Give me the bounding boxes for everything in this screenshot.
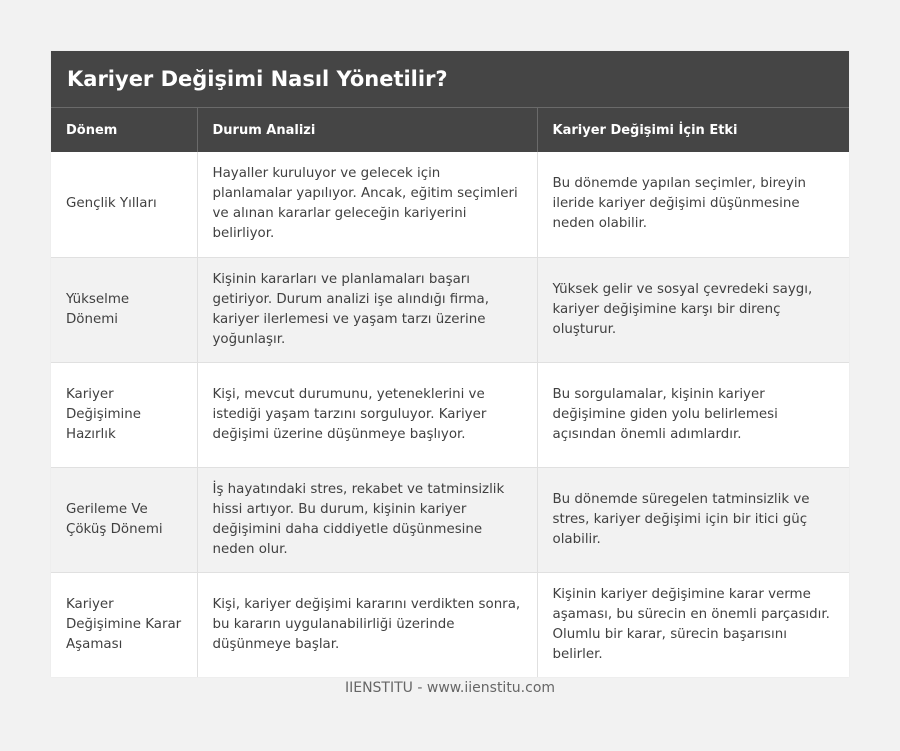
table-card bbox=[51, 51, 849, 677]
table-row bbox=[51, 257, 849, 362]
cell-analysis: Hayaller kuruluyor ve gelecek için planlamalar yapılıyor. Ancak, eğitim seçimleri ve alınan kararlar geleceğin kariyerini belirliyor. bbox=[197, 152, 537, 257]
table-title: Kariyer Değişimi Nasıl Yönetilir? bbox=[51, 51, 849, 108]
cell-analysis: Kişi, kariyer değişimi kararını verdikten sonra, bu kararın uygulanabilirliği üzerinde düşünmeye başlar. bbox=[197, 572, 537, 677]
table-row bbox=[51, 362, 849, 467]
cell-effect: Bu dönemde süregelen tatminsizlik ve stres, kariyer değişimi için bir itici güç olabilir. bbox=[537, 467, 849, 572]
cell-period: Yükselme Dönemi bbox=[51, 257, 197, 362]
header-period: Dönem bbox=[51, 108, 197, 152]
cell-period: Gençlik Yılları bbox=[51, 152, 197, 257]
cell-analysis: Kişi, mevcut durumunu, yeteneklerini ve istediği yaşam tarzını sorguluyor. Kariyer değişimi üzerine düşünmeye başlıyor. bbox=[197, 362, 537, 467]
cell-effect: Bu sorgulamalar, kişinin kariyer değişimine giden yolu belirlemesi açısından önemli adımlardır. bbox=[537, 362, 849, 467]
footer-credit: IIENSTITU - www.iienstitu.com bbox=[344, 680, 556, 696]
cell-effect: Yüksek gelir ve sosyal çevredeki saygı, kariyer değişimine karşı bir direnç oluşturur. bbox=[537, 257, 849, 362]
career-table bbox=[51, 108, 849, 677]
table-row bbox=[51, 572, 849, 677]
table-row bbox=[51, 467, 849, 572]
table-row bbox=[51, 152, 849, 257]
cell-period: Kariyer Değişimine Hazırlık bbox=[51, 362, 197, 467]
cell-effect: Bu dönemde yapılan seçimler, bireyin ileride kariyer değişimi düşünmesine neden olabilir. bbox=[537, 152, 849, 257]
cell-effect: Kişinin kariyer değişimine karar verme aşaması, bu sürecin en önemli parçasıdır. Olumlu bir karar, sürecin başarısını belirler. bbox=[552, 586, 830, 662]
header-analysis: Durum Analizi bbox=[197, 108, 537, 152]
cell-analysis: Kişinin kararları ve planlamaları başarı getiriyor. Durum analizi işe alındığı firma, kariyer ilerlemesi ve yaşam tarzı üzerine yoğunlaşır. bbox=[197, 257, 537, 362]
cell-period: Kariyer Değişimine Karar Aşaması bbox=[51, 572, 197, 677]
cell-analysis: İş hayatındaki stres, rekabet ve tatminsizlik hissi artıyor. Bu durum, kişinin kariyer değişimini daha ciddiyetle düşünmesine neden olur. bbox=[197, 467, 537, 572]
header-effect: Kariyer Değişimi İçin Etki bbox=[537, 108, 849, 152]
table-header bbox=[51, 108, 849, 152]
cell-period: Gerileme Ve Çöküş Dönemi bbox=[51, 467, 197, 572]
